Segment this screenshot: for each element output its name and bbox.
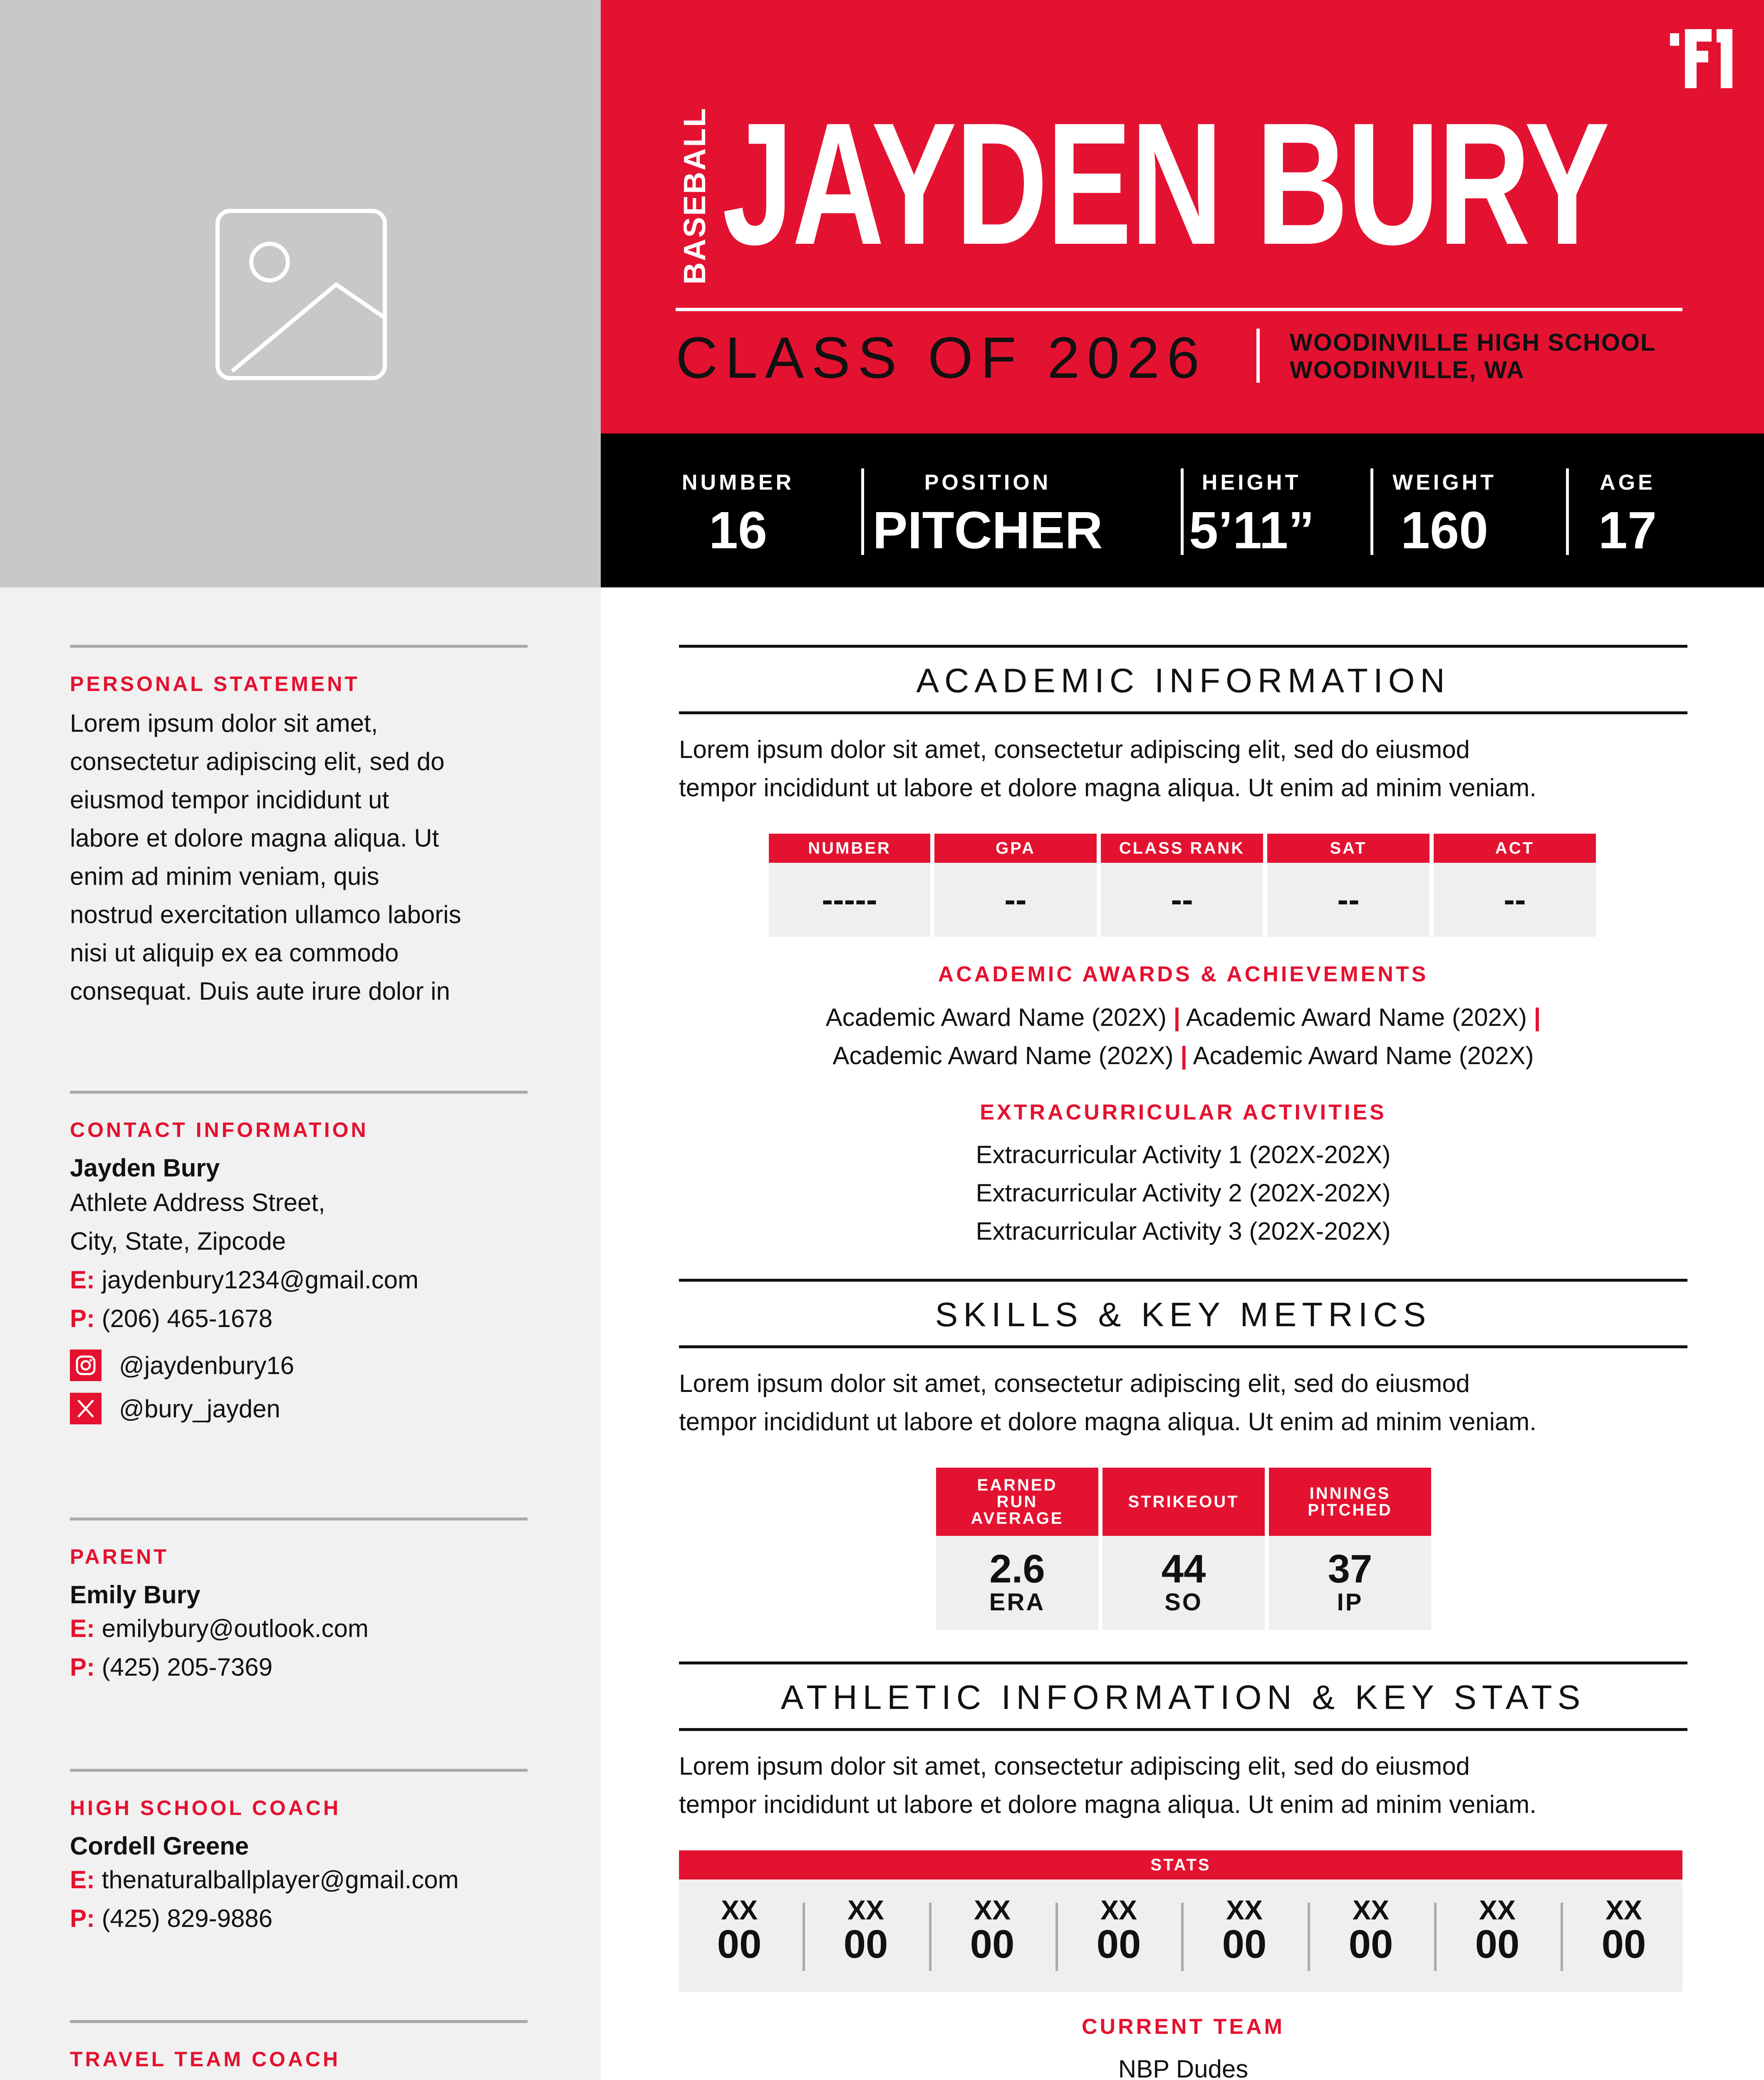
stat-divider <box>1434 1903 1437 1971</box>
current-team-name: NBP Dudes <box>1118 2055 1249 2080</box>
stat-divider <box>1181 468 1184 555</box>
divider <box>70 1091 528 1094</box>
travel-coach-section <box>70 2020 528 2080</box>
academic-cell-number: NUMBER ----- <box>769 834 930 937</box>
sport-label: BASEBALL <box>677 107 712 285</box>
stat-divider <box>861 468 864 555</box>
contact-address-line2: City, State, Zipcode <box>70 1227 286 1255</box>
contact-email[interactable]: E: jaydenbury1234@gmail.com <box>70 1266 419 1294</box>
stat-cell: XX 00 <box>1348 1894 1393 1966</box>
parent-email[interactable]: E: emilybury@outlook.com <box>70 1614 369 1642</box>
stat-age: AGE 17 <box>1598 470 1657 560</box>
school-location: WOODINVILLE, WA <box>1290 357 1525 384</box>
stat-divider <box>1055 1903 1058 1971</box>
contact-name: Jayden Bury <box>70 1154 220 1182</box>
x-link[interactable]: @bury_jayden <box>70 1387 528 1430</box>
academic-cell-class-rank: CLASS RANK -- <box>1101 834 1263 937</box>
parent-name: Emily Bury <box>70 1581 201 1609</box>
image-placeholder-icon <box>216 209 387 380</box>
stat-number: NUMBER 16 <box>681 470 795 560</box>
travel-coach-heading: TRAVEL TEAM COACH <box>70 2048 341 2071</box>
academic-awards-list: Academic Award Name (202X) | Academic Award Name (202X) | Academic Award Name (202X) | Academic Award Name (202X) <box>825 1003 1541 1070</box>
stat-weight: WEIGHT 160 <box>1392 470 1496 560</box>
athletic-title: ATHLETIC INFORMATION & KEY STATS <box>780 1679 1586 1716</box>
stat-cell: XX 00 <box>1222 1894 1267 1966</box>
stat-height: HEIGHT 5’11” <box>1189 470 1315 560</box>
stat-divider <box>1181 1903 1184 1971</box>
hs-coach-email[interactable]: E: thenaturalballplayer@gmail.com <box>70 1866 459 1894</box>
class-year: CLASS OF 2026 <box>676 325 1207 390</box>
stat-divider <box>803 1903 805 1971</box>
x-icon <box>70 1393 102 1424</box>
section-rule <box>679 1728 1687 1731</box>
header-banner <box>601 0 1764 433</box>
athlete-name: JAYDEN BURY <box>722 87 1609 281</box>
academic-description: Lorem ipsum dolor sit amet, consectetur adipiscing elit, sed do eiusmod tempor incididunt ut labore et dolore magna aliqua. Ut enim ad minim veniam. <box>679 735 1537 802</box>
academic-title: ACADEMIC INFORMATION <box>916 662 1450 700</box>
skills-title: SKILLS & KEY METRICS <box>935 1296 1432 1334</box>
class-divider <box>1256 329 1260 383</box>
section-rule <box>679 1345 1687 1348</box>
stat-cell: XX 00 <box>843 1894 888 1966</box>
hs-coach-section <box>70 1769 528 1938</box>
parent-phone[interactable]: P: (425) 205-7369 <box>70 1653 273 1681</box>
contact-heading: CONTACT INFORMATION <box>70 1118 369 1142</box>
stat-position: POSITION PITCHER <box>872 470 1103 560</box>
contact-address-line1: Athlete Address Street, <box>70 1189 325 1216</box>
hs-coach-phone[interactable]: P: (425) 829-9886 <box>70 1904 273 1932</box>
stats-table-body <box>679 1879 1682 1992</box>
stats-table-header: STATS <box>679 1850 1682 1879</box>
divider <box>70 1518 528 1520</box>
current-team-heading: CURRENT TEAM <box>1082 2015 1285 2039</box>
parent-section <box>70 1518 528 1686</box>
metric-era: EARNED RUN AVERAGE 2.6 ERA <box>936 1468 1098 1630</box>
divider <box>70 2020 528 2023</box>
personal-statement-text: Lorem ipsum dolor sit amet, consectetur adipiscing elit, sed do eiusmod tempor incididunt ut labore et dolore magna aliqua. Ut enim ad minim veniam, quis nostrud exercitation ullamco laboris nisi ut aliquip ex ea commodo consequat. Duis aute irure dolor in <box>70 709 461 1005</box>
stat-divider <box>1566 468 1569 555</box>
instagram-link[interactable]: @jaydenbury16 <box>70 1344 528 1387</box>
personal-statement-section <box>70 645 528 1010</box>
contact-phone[interactable]: P: (206) 465-1678 <box>70 1305 273 1332</box>
stat-divider <box>1370 468 1373 555</box>
skills-description: Lorem ipsum dolor sit amet, consectetur adipiscing elit, sed do eiusmod tempor incididunt ut labore et dolore magna aliqua. Ut enim ad minim veniam. <box>679 1369 1537 1436</box>
stat-cell: XX 00 <box>1096 1894 1141 1966</box>
school-name: WOODINVILLE HIGH SCHOOL <box>1290 329 1656 356</box>
section-rule <box>679 1662 1687 1664</box>
hs-coach-heading: HIGH SCHOOL COACH <box>70 1796 341 1820</box>
personal-statement-heading: PERSONAL STATEMENT <box>70 672 360 696</box>
stat-cell: XX 00 <box>1475 1894 1520 1966</box>
extracurricular-heading: EXTRACURRICULAR ACTIVITIES <box>980 1100 1387 1124</box>
hs-coach-name: Cordell Greene <box>70 1832 249 1860</box>
divider <box>70 1769 528 1772</box>
parent-heading: PARENT <box>70 1545 169 1568</box>
brand-logo-icon <box>1670 29 1737 88</box>
metric-innings-pitched: INNINGS PITCHED 37 IP <box>1269 1468 1431 1630</box>
header-divider <box>676 308 1682 311</box>
contact-section <box>70 1091 528 1430</box>
section-rule <box>679 1279 1687 1282</box>
section-rule <box>679 645 1687 648</box>
stat-cell: XX 00 <box>1601 1894 1646 1966</box>
extracurricular-list: Extracurricular Activity 1 (202X-202X) Extracurricular Activity 2 (202X-202X) Extracurricular Activity 3 (202X-202X) <box>976 1141 1391 1245</box>
metric-strikeout: STRIKEOUT 44 SO <box>1102 1468 1265 1630</box>
stats-table <box>679 1850 1682 1992</box>
section-rule <box>679 711 1687 714</box>
instagram-icon <box>70 1350 102 1381</box>
athletic-description: Lorem ipsum dolor sit amet, consectetur adipiscing elit, sed do eiusmod tempor incididunt ut labore et dolore magna aliqua. Ut enim ad minim veniam. <box>679 1752 1537 1818</box>
stat-cell: XX 00 <box>970 1894 1015 1966</box>
photo-placeholder <box>0 0 601 587</box>
academic-awards-heading: ACADEMIC AWARDS & ACHIEVEMENTS <box>938 962 1429 986</box>
academic-cell-act: ACT -- <box>1434 834 1596 937</box>
stat-divider <box>929 1903 932 1971</box>
academic-cell-sat: SAT -- <box>1267 834 1430 937</box>
academic-cell-gpa: GPA -- <box>934 834 1097 937</box>
divider <box>70 645 528 648</box>
stat-divider <box>1561 1903 1563 1971</box>
stat-divider <box>1308 1903 1310 1971</box>
stat-cell: XX 00 <box>717 1894 762 1966</box>
